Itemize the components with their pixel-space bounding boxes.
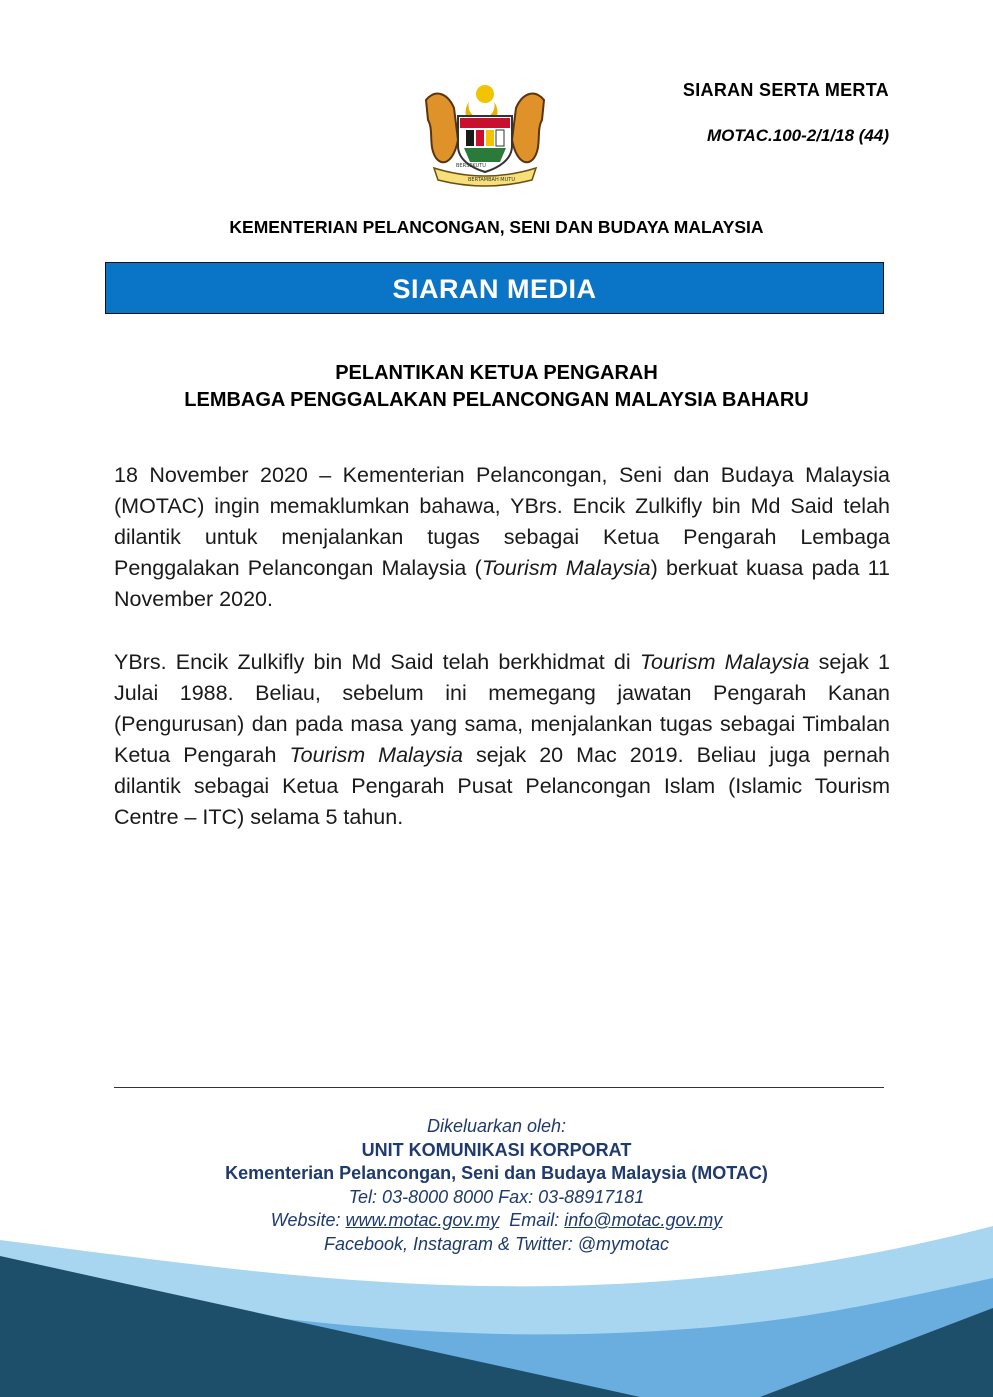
social-handles: Facebook, Instagram & Twitter: @mymotac — [323, 1233, 670, 1254]
coat-of-arms-emblem — [414, 80, 556, 188]
p1-italic: Tourism Malaysia — [481, 556, 651, 580]
headline-line-1: PELANTIKAN KETUA PENGARAH — [335, 362, 658, 384]
website-label: Website: — [270, 1210, 346, 1230]
contact-numbers: Tel: 03-8000 8000 Fax: 03-88917181 — [348, 1186, 645, 1207]
media-release-banner: SIARAN MEDIA — [105, 262, 884, 314]
p2-italic-2: Tourism Malaysia — [289, 743, 463, 767]
unit-name: UNIT KOMUNIKASI KORPORAT — [361, 1139, 632, 1160]
release-type: SIARAN SERTA MERTA — [682, 80, 889, 100]
tiger-right-icon — [512, 94, 544, 163]
ministry-heading: KEMENTERIAN PELANCONGAN, SENI DAN BUDAYA MALAYSIA — [229, 217, 764, 237]
body-paragraph-1 — [114, 460, 890, 615]
email-label: Email: — [509, 1210, 565, 1230]
emblem-text-left: BERSEKUTU — [456, 163, 486, 169]
reference-number: MOTAC.100-2/1/18 (44) — [706, 126, 889, 145]
website-link[interactable]: www.motac.gov.my — [345, 1210, 500, 1230]
headline — [0, 360, 993, 414]
p1-text-b: ) berkuat kuasa pada 11 November 2020. — [114, 556, 890, 611]
headline-line-2: LEMBAGA PENGGALAKAN PELANCONGAN MALAYSIA BAHARU — [184, 389, 809, 411]
p2-italic-1: Tourism Malaysia — [639, 650, 810, 674]
issued-by: Dikeluarkan oleh: — [426, 1116, 567, 1136]
email-link[interactable]: info@motac.gov.my — [564, 1210, 723, 1230]
tiger-left-icon — [426, 94, 458, 163]
body-paragraph-2 — [114, 647, 890, 833]
footer-divider — [114, 1087, 884, 1088]
emblem-text-right: BERTAMBAH MUTU — [468, 177, 515, 183]
star-icon — [476, 85, 494, 103]
p1-text-a: 18 November 2020 – Kementerian Pelancongan, Seni dan Budaya Malaysia (MOTAC) ingin memaklumkan bahawa, YBrs. Encik Zulkifly bin Md Said telah dilantik untuk menjalankan tugas sebagai Ketua Pengarah Lembaga Penggalakan Pelancongan Malaysia ( — [114, 463, 890, 580]
p2-text-c: sejak 20 Mac 2019. Beliau juga pernah dilantik sebagai Ketua Pengarah Pusat Pelancongan Islam (Islamic Tourism Centre – ITC) selama 5 tahun. — [114, 743, 890, 829]
p2-text-b: sejak 1 Julai 1988. Beliau, sebelum ini memegang jawatan Pengarah Kanan (Pengurusan) dan pada masa yang sama, menjalankan tugas sebagai Timbalan Ketua Pengarah — [114, 650, 890, 767]
footer-ministry: Kementerian Pelancongan, Seni dan Budaya Malaysia (MOTAC) — [225, 1163, 768, 1183]
footer-waves — [0, 1218, 993, 1397]
p2-text-a: YBrs. Encik Zulkifly bin Md Said telah berkhidmat di — [114, 650, 640, 674]
